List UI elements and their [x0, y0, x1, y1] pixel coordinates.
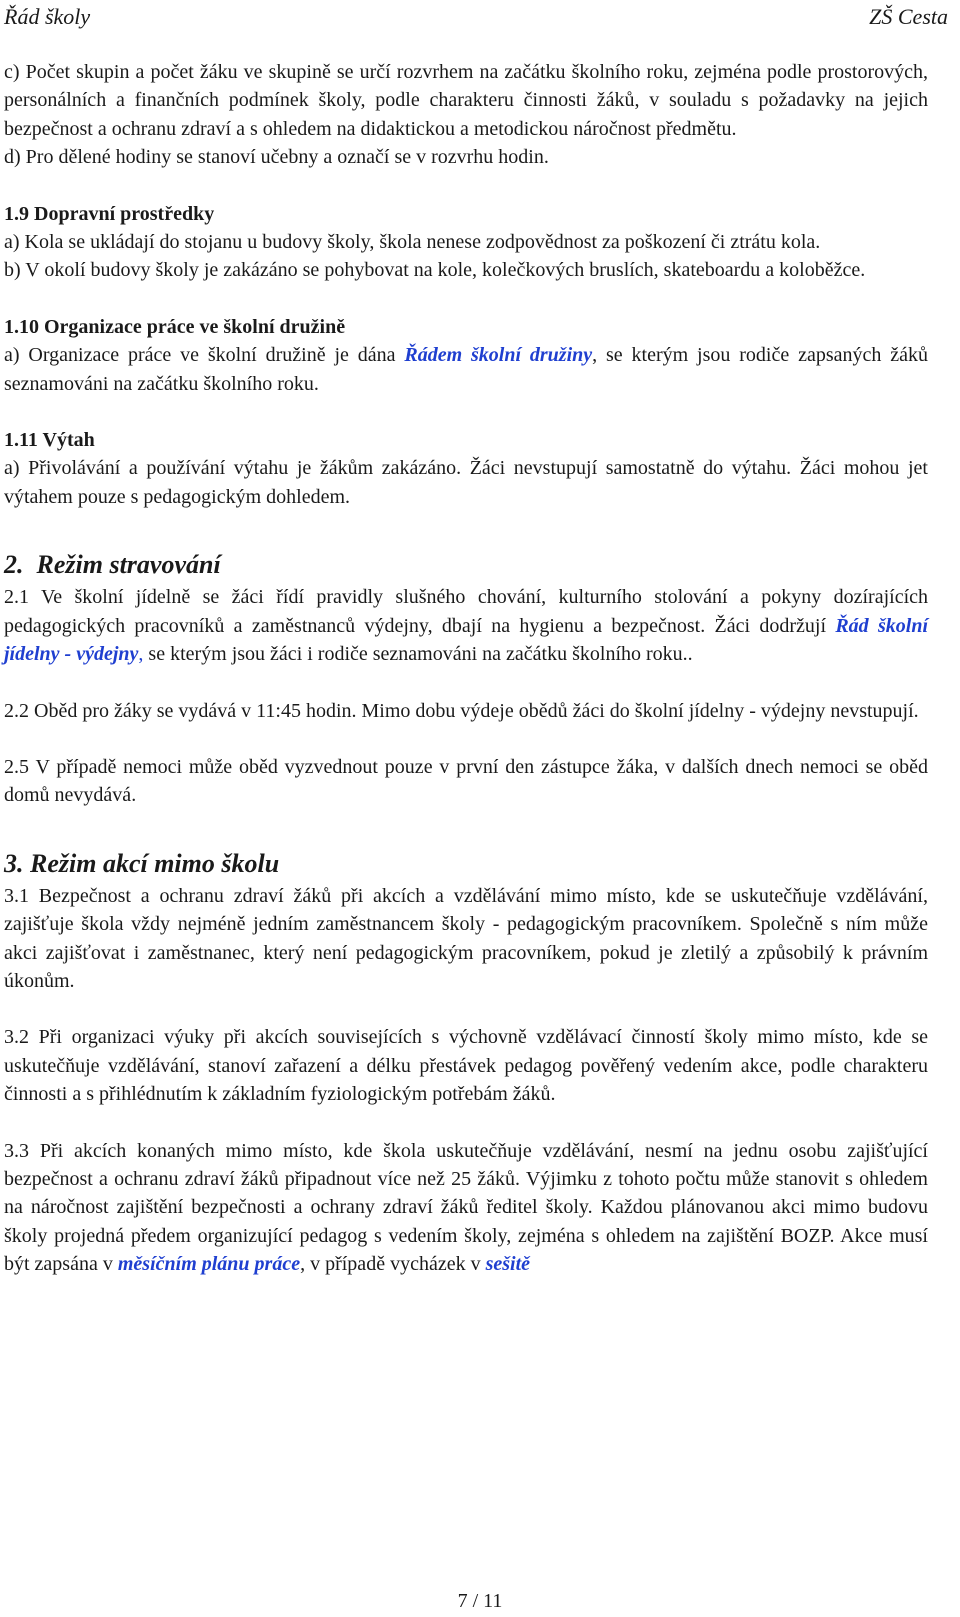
section-1-10-item-a: [4, 341, 928, 398]
page-number: 7 / 11: [457, 1590, 503, 1612]
paragraph-2-1-text-pre: 2.1 Ve školní jídelně se žáci řídí pravidly slušného chování, kulturního stolování a pokyny dozírajících pedagogických pracovníků a zaměstnanců výdejny, dbají na hygienu a bezpečnost. Žáci dodržují: [4, 586, 928, 637]
chapter-2-title: Režim stravování: [36, 550, 221, 580]
paragraph-3-3-text-pre: 3.3 Při akcích konaných mimo místo, kde škola uskutečňuje vzdělávání, nesmí na jednu osobu zajišťující bezpečnost a ochranu zdraví žáků připadnout více než 25 žáků. Výjimku z tohoto počtu může stanovit s ohledem na náročnost zajištění bezpečnosti a ochrany zdraví žáků ředitel školy. Každou plánovanou akci mimo budovu školy projedná předem organizující pedagog s vedením školy, zejména s ohledem na zajištění BOZP. Akce musí být zapsána v: [4, 1139, 928, 1276]
paragraph-3-1: 3.1 Bezpečnost a ochranu zdraví žáků při akcích a vzdělávání mimo místo, kde se uskutečňuje vzdělávání, zajišťuje škola vždy nejméně jedním zaměstnancem školy - pedagogickým pracovníkem. Společně s ním může akci zajišťovat i zaměstnanec, který není pedagogickým pracovníkem, pokud je zletilý a způsobilý k právním úkonům.: [4, 884, 928, 992]
document-body: [4, 58, 928, 1279]
section-heading-1-9: 1.9 Dopravní prostředky: [4, 202, 215, 225]
mesicni-plan-prace-link[interactable]: měsíčním plánu práce: [117, 1253, 301, 1276]
rad-skolni-druziny-link[interactable]: Řádem školní družiny: [404, 344, 593, 367]
paragraph-3-3-text-mid: , v případě vycházek v: [300, 1253, 486, 1276]
paragraph-2-2: 2.2 Oběd pro žáky se vydává v 11:45 hodin. Mimo dobu výdeje obědů žáci do školní jídelny - výdejny nevstupují.: [4, 699, 919, 722]
chapter-heading-2: [4, 549, 928, 581]
paragraph-2-1-comma: ,: [138, 643, 144, 666]
chapter-heading-3: 3. Režim akcí mimo školu: [4, 848, 280, 878]
section-1-11-item-a: a) Přivolávání a používání výtahu je žákům zakázáno. Žáci nevstupují samostatně do výtahu. Žáci mohou jet výtahem pouze s pedagogickým dohledem.: [4, 457, 928, 508]
paragraph-c: c) Počet skupin a počet žáku ve skupině se určí rozvrhem na začátku školního roku, zejména podle prostorových, personálních a finančních podmínek školy, podle charakteru činnosti žáků, v souladu s požadavky na jejich bezpečnost a ochranu zdraví a s ohledem na didaktickou a metodickou náročnost předmětu.: [4, 61, 928, 140]
section-1-9-item-b: b) V okolí budovy školy je zakázáno se pohybovat na kole, kolečkových bruslích, skateboardu a koloběžce.: [4, 259, 866, 282]
paragraph-d: d) Pro dělené hodiny se stanoví učebny a označí se v rozvrhu hodin.: [4, 146, 549, 169]
section-heading-1-11: 1.11 Výtah: [4, 429, 95, 452]
section-1-9-item-a: a) Kola se ukládají do stojanu u budovy školy, škola nenese zodpovědnost za poškození či ztrátu kola.: [4, 231, 821, 254]
paragraph-3-2: 3.2 Při organizaci výuky při akcích souvisejících s výchovně vzdělávací činností školy mimo místo, kde se uskutečňuje vzdělávání, stanoví zařazení a délku přestávek pedagog pověřený vedením akce, podle charakteru činnosti a s přihlédnutím k základním fyziologickým potřebám žáků.: [4, 1026, 928, 1106]
paragraph-2-1: [4, 583, 928, 668]
header-document-title: Řád školy: [4, 4, 91, 29]
header-school-name: ZŠ Cesta: [869, 4, 948, 29]
sesit-link[interactable]: sešitě: [485, 1253, 531, 1276]
paragraph-2-5: 2.5 V případě nemoci může oběd vyzvednout pouze v první den zástupce žáka, v dalších dnech nemoci se oběd domů nevydává.: [4, 755, 928, 807]
rad-skolni-jidelny-link[interactable]: Řád školní jídelny - výdejny: [4, 614, 929, 666]
paragraph-3-3: [4, 1137, 928, 1279]
section-heading-1-10: 1.10 Organizace práce ve školní družině: [4, 315, 346, 338]
chapter-2-number: 2.: [4, 550, 24, 580]
paragraph-2-1-text-post: se kterým jsou žáci i rodiče seznamováni na začátku školního roku..: [143, 643, 693, 666]
page-header: [0, 0, 960, 36]
section-1-10-text-pre: a) Organizace práce ve školní družině je dána: [4, 344, 405, 367]
section-1-10-text-post: , se kterým jsou rodiče zapsaných žáků seznamováni na začátku školního roku.: [4, 344, 928, 395]
